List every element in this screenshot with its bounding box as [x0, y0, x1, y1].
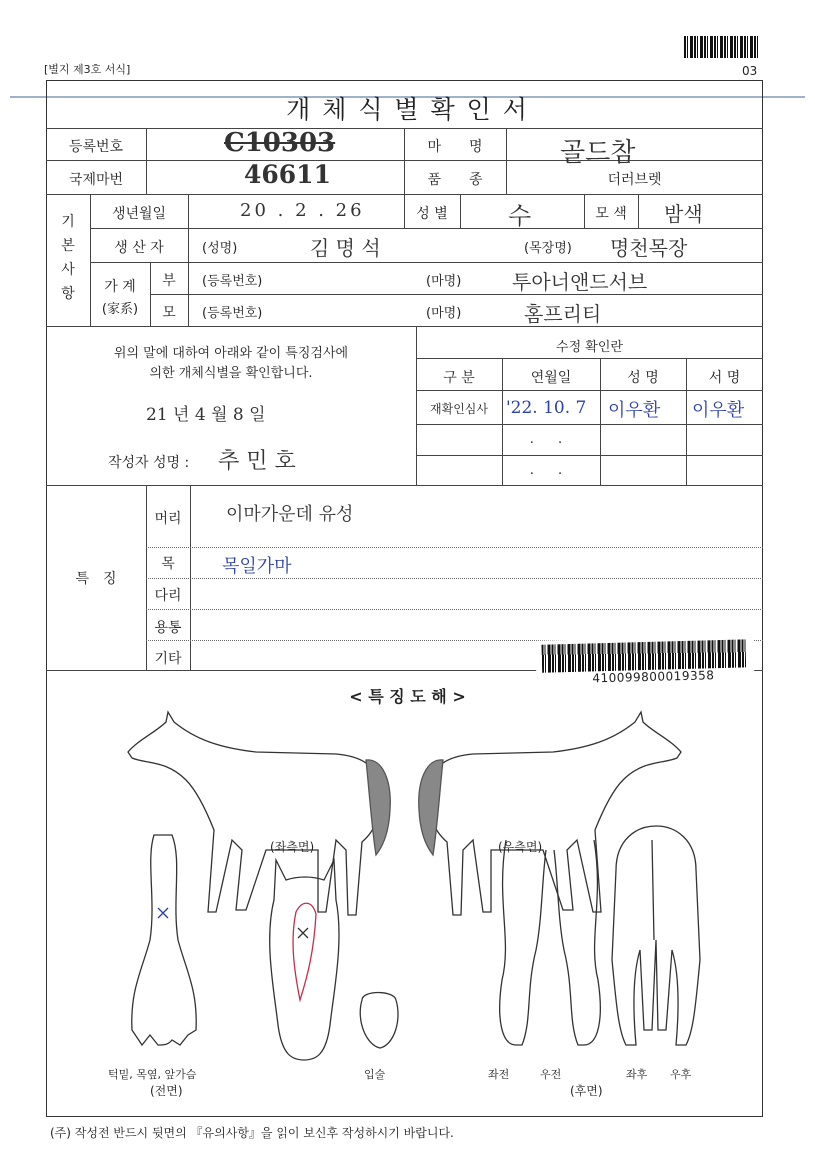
rear-view-diagram — [612, 826, 700, 1045]
dob-label: 생년월일 — [111, 206, 167, 222]
row1-name: 이우환 — [608, 400, 661, 421]
neck-value: 목일가마 — [222, 556, 292, 577]
horse-diagram — [46, 700, 763, 1100]
writer-value: 추 민 호 — [218, 449, 296, 474]
front-underside-horse — [132, 835, 196, 1045]
producer-label: 생 산 자 — [114, 240, 164, 256]
col-name: 성 명 — [627, 370, 659, 386]
breed-label: 품 종 — [427, 172, 483, 188]
producer-name-value: 김 명 석 — [310, 236, 381, 260]
intl-no-value: 46611 — [244, 160, 331, 189]
row1-date: '22. 10. 7 — [506, 398, 587, 418]
sire-label: 부 — [162, 273, 176, 289]
head-label: 머리 — [154, 511, 182, 527]
whorls-label: 용통 — [154, 620, 182, 636]
barcode-bars — [541, 639, 746, 672]
diagram-title: < 특 징 도 해 > — [349, 687, 466, 706]
row3-date-dots: . . — [529, 463, 573, 478]
reg-no-label: 등록번호 — [68, 139, 124, 155]
col-division: 구 분 — [443, 370, 475, 386]
barcode-number: 410099800019358 — [592, 668, 715, 686]
revision-title: 수정 확인란 — [556, 340, 623, 355]
pedigree-label: 가 계 — [104, 279, 136, 295]
horse-name-label: 마 명 — [427, 139, 483, 155]
col-date: 연월일 — [530, 370, 572, 386]
sex-value: 수 — [508, 202, 532, 230]
col-sign: 서 명 — [708, 370, 741, 386]
producer-name-label: (성명) — [202, 241, 238, 256]
farm-value: 명천목장 — [610, 236, 688, 260]
barcode-sticker — [535, 635, 754, 691]
horse-name-value: 골드참 — [560, 138, 636, 168]
pedigree-hanja: (家系) — [101, 302, 139, 317]
neck-label: 목 — [161, 556, 175, 572]
form-label: [별지 제3호 서식] — [44, 63, 131, 76]
basic-section-label: 기 본 사 항 — [61, 214, 75, 302]
sire-reg-label: (등록번호) — [202, 274, 263, 289]
features-section-label: 특 징 — [75, 571, 117, 587]
front-right-label: 우전 — [540, 1068, 562, 1081]
sex-label: 성 별 — [416, 206, 448, 222]
right-side-horse — [419, 712, 681, 915]
dob-value: 20 . 2 . 26 — [240, 200, 365, 221]
coat-label: 모 색 — [595, 206, 627, 222]
farm-label: (목장명) — [524, 241, 572, 256]
hind-left-label: 좌후 — [626, 1068, 648, 1081]
sire-name-label: (마명) — [426, 274, 462, 289]
other-label: 기타 — [154, 651, 182, 667]
right-side-label: (우측면) — [498, 840, 543, 854]
breed-value: 더러브렛 — [607, 172, 662, 188]
front-under-label: 턱밑, 목옆, 앞가슴 — [108, 1068, 197, 1081]
page-number: 03 — [742, 64, 758, 78]
legs-label: 다리 — [154, 588, 182, 604]
writer-label: 작성자 성명 : — [108, 455, 190, 471]
confirm-date: 21 년 4 월 8 일 — [146, 405, 266, 425]
top-barcode — [684, 36, 758, 58]
front-label: (전면) — [150, 1084, 183, 1098]
hind-right-label: 우후 — [670, 1068, 692, 1081]
head-value: 이마가운데 유성 — [226, 504, 354, 525]
sire-value: 투아너앤드서브 — [512, 270, 648, 294]
dam-label: 모 — [162, 305, 176, 321]
coat-value: 밤색 — [664, 202, 703, 226]
muzzle-label: 입술 — [364, 1068, 386, 1081]
row1-division: 재확인심사 — [430, 402, 488, 416]
row1-sign: 이우환 — [692, 400, 745, 421]
row2-date-dots: . . — [529, 432, 573, 447]
muzzle-diagram — [360, 993, 398, 1049]
front-left-label: 좌전 — [488, 1068, 510, 1081]
footer-note: (주) 작성전 반드시 뒷면의 『유의사항』을 읽이 보신후 작성하시기 바랍니다. — [50, 1126, 454, 1140]
dam-reg-label: (등록번호) — [202, 306, 263, 321]
intl-no-label: 국제마번 — [68, 172, 124, 188]
left-side-horse — [128, 712, 390, 915]
statement-line2: 의한 개체식별을 확인합니다. — [149, 366, 313, 381]
rear-label: (후면) — [570, 1084, 603, 1098]
dam-value: 홈프리티 — [524, 302, 602, 326]
statement-line1: 위의 말에 대하여 아래와 같이 특징검사에 — [113, 346, 349, 361]
reg-no-value: C10303 — [224, 128, 336, 158]
page-title: 개 체 식 별 확 인 서 — [286, 95, 529, 124]
dam-name-label: (마명) — [426, 306, 462, 321]
left-side-label: (좌측면) — [270, 840, 315, 854]
